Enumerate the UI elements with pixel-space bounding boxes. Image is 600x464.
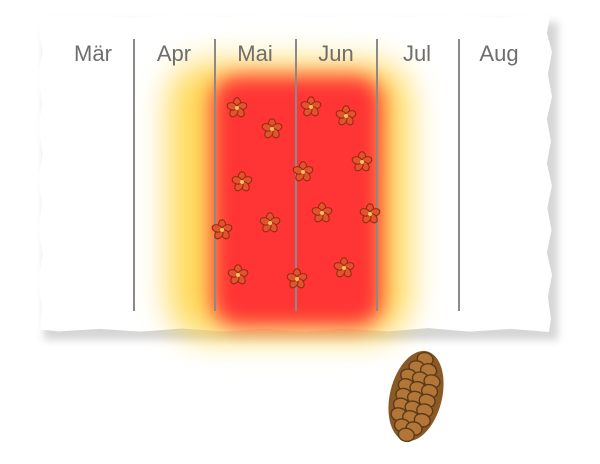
month-label-mai: Mai (237, 41, 273, 66)
month-divider (376, 39, 378, 311)
blossom-icon (230, 170, 254, 194)
month-label-jun: Jun (318, 41, 354, 66)
month-label-mar: Mär (74, 41, 112, 66)
pine-cone-icon (380, 344, 452, 448)
month-label-aug: Aug (479, 41, 519, 66)
blossom-icon (334, 104, 358, 128)
blossom-icon (226, 263, 250, 287)
blossom-icon (258, 211, 282, 235)
month-divider (458, 39, 460, 311)
blossom-icon (285, 267, 309, 291)
month-divider (133, 39, 135, 311)
blossom-icon (260, 117, 284, 141)
blossom-icon (310, 201, 334, 225)
blossom-icon (358, 202, 382, 226)
blossom-icon (332, 256, 356, 280)
blossom-icon (225, 96, 249, 120)
month-label-apr: Apr (156, 41, 192, 66)
month-divider (214, 39, 216, 311)
blossom-icon (291, 160, 315, 184)
blossom-icon (210, 218, 234, 242)
month-label-jul: Jul (402, 41, 432, 66)
blossom-icon (350, 150, 374, 174)
blossom-icon (299, 95, 323, 119)
